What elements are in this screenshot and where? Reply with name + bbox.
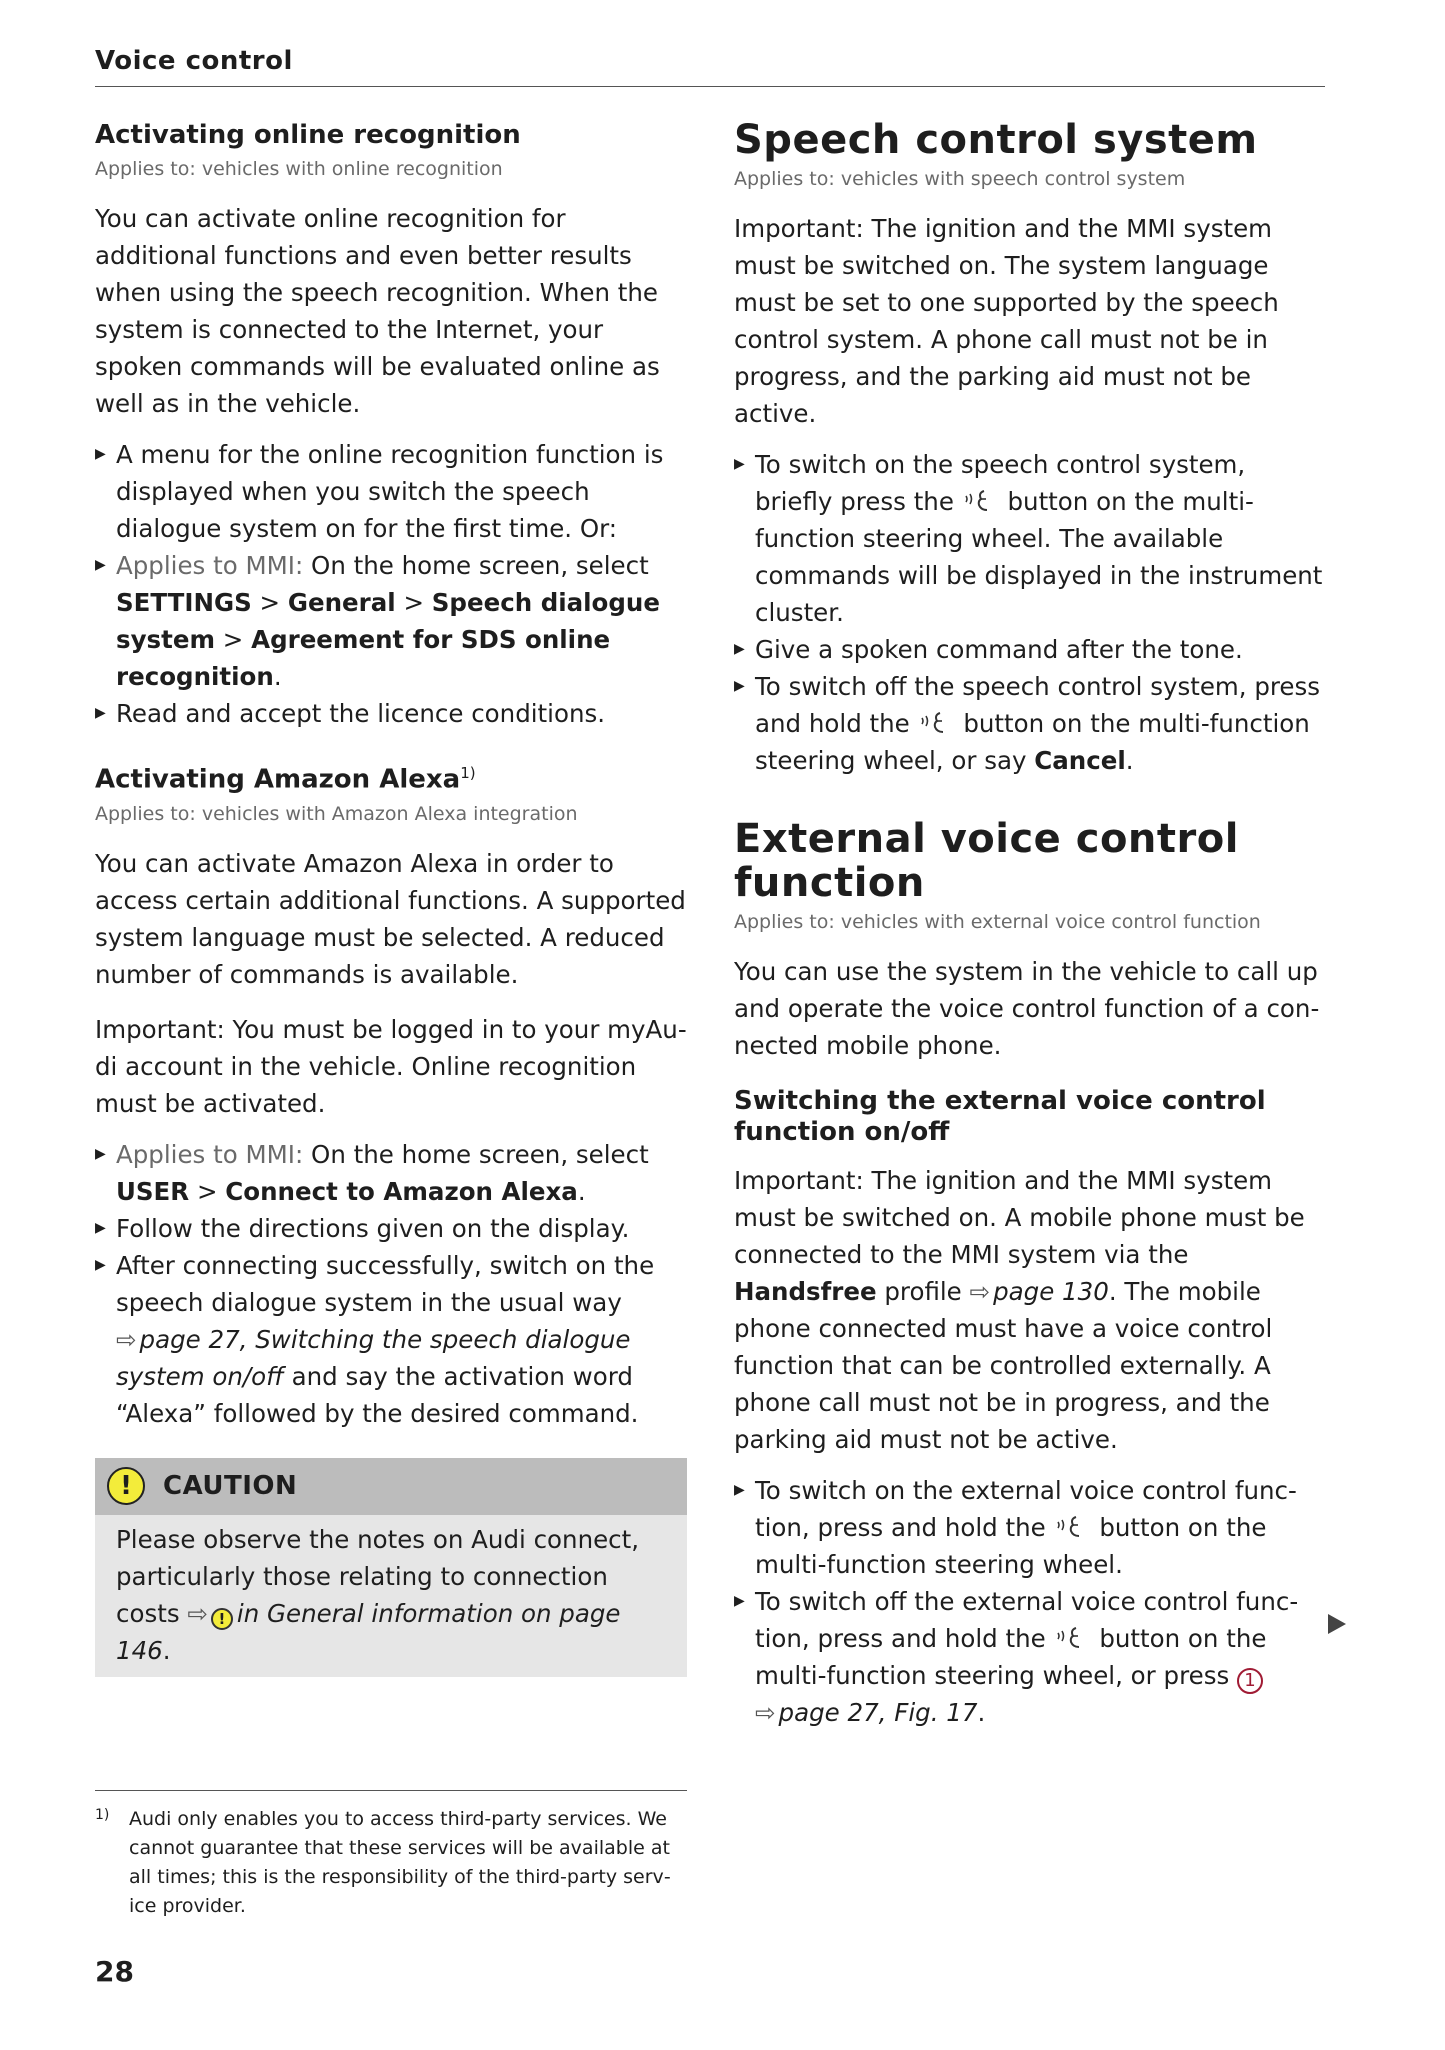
cross-reference-arrow-icon: ⇨ [969, 1277, 991, 1306]
caution-box [95, 1458, 687, 1677]
list-item: ▶ Give a spoken command after the tone. [734, 631, 1326, 668]
online-intro: You can activate online recognition for additional functions and even better results when using the speech recognition. When the system is connected to the Internet, your spoken commands will be evaluated online as well as in the vehicle. [95, 204, 660, 418]
right-column [734, 118, 1326, 1731]
caution-label: CAUTION [163, 1471, 298, 1502]
cross-reference-arrow-icon: ⇨ [755, 1698, 776, 1727]
list-item: ▶ Read and accept the licence conditions. [95, 695, 687, 732]
footnote [95, 1805, 687, 1921]
alexa-applies: Applies to: vehicles with Amazon Alexa integration [95, 802, 578, 825]
speech-steps [734, 446, 1326, 779]
online-applies: Applies to: vehicles with online recognition [95, 158, 503, 180]
chapter-title: Voice control [95, 46, 293, 76]
continue-arrow-icon [1328, 1614, 1346, 1634]
list-item: ▶ After connecting successfully, switch on the speech dialogue system in the usual way ⇨ page 27, Switching the speech dialogue system on/off and say the activation word “Alexa” followed by the desired command. [95, 1247, 687, 1432]
list-item: ▶ Applies to MMI: On the home screen, select USER > Connect to Amazon Alexa. [95, 1136, 687, 1210]
triangle-bullet-icon: ▶ [95, 1219, 106, 1236]
list-item: ▶ Follow the directions given on the display. [95, 1210, 687, 1247]
list-item: ▶ To switch off the external voice control function, press and hold the button on the multi-function steering wheel, or press 1 ⇨ page 27, Fig. 17. [734, 1583, 1326, 1731]
left-column [95, 118, 687, 1677]
online-steps [95, 436, 687, 732]
list-item: ▶ A menu for the online recognition function is displayed when you switch the speech dialogue system on for the first time. Or: [95, 436, 687, 547]
triangle-bullet-icon: ▶ [734, 1593, 745, 1609]
page-reference-link[interactable]: page 27, Switching the speech dialogue system on/off [116, 1324, 631, 1391]
page-header [95, 46, 1325, 87]
footnote-marker: 1) [95, 1807, 110, 1823]
triangle-bullet-icon: ▶ [734, 641, 745, 657]
cross-reference-arrow-icon: ⇨ [116, 1324, 137, 1354]
alexa-steps [95, 1136, 687, 1432]
external-intro: You can use the system in the vehicle to call up and operate the voice control function of a connected mobile phone. [734, 957, 1320, 1060]
online-recognition-heading: Activating online recognition [95, 120, 521, 150]
list-item: ▶ To switch on the external voice control function, press and hold the button on the multi-function steering wheel. [734, 1472, 1326, 1583]
cancel-command: Cancel [1034, 746, 1126, 775]
voice-control-button-icon [1054, 1514, 1092, 1540]
voice-control-button-icon [918, 710, 956, 736]
menu-path-settings: SETTINGS [116, 588, 252, 617]
external-applies: Applies to: vehicles with external voice control function [734, 911, 1261, 933]
alexa-intro: You can activate Amazon Alexa in order to access certain additional functions. A supported system language must be selected. A reduced number of commands is available. [95, 848, 686, 989]
page-number: 28 [95, 1955, 134, 1988]
list-item: ▶ To switch off the speech control system, press and hold the button on the multi-function steering wheel, or say Cancel. [734, 668, 1326, 779]
alexa-important: Important: You must be logged in to your myAudi account in the vehicle. Online recognition must be activated. [95, 1014, 687, 1118]
external-important: Important: The ignition and the MMI system must be switched on. A mobile phone must be connected to the MMI system via the Handsfree profile ⇨ page 130. The mobile phone connected must have a voice control function that can be controlled externally. A phone call must not be in progress, and the parking aid must not be active. [734, 1166, 1305, 1454]
menu-path-general: General [287, 588, 396, 617]
external-steps [734, 1472, 1326, 1731]
callout-number-badge: 1 [1237, 1668, 1263, 1694]
caution-small-icon: ! [211, 1608, 233, 1630]
triangle-bullet-icon: ▶ [734, 678, 745, 694]
triangle-bullet-icon: ▶ [95, 705, 106, 721]
speech-important: Important: The ignition and the MMI system must be switched on. The system language must be set to one supported by the speech control system. A phone call must not be in progress, and the parking aid must not be active. [734, 214, 1279, 428]
triangle-bullet-icon: ▶ [95, 557, 106, 573]
footnote-ref[interactable]: 1) [460, 764, 476, 782]
voice-control-button-icon [962, 488, 1000, 514]
header-rule [95, 86, 1325, 87]
caution-icon: ! [107, 1467, 145, 1505]
page-reference-link[interactable]: in General information on page 146 [116, 1598, 621, 1665]
menu-path-sds-agreement: Agreement for SDS online recognition [116, 625, 611, 691]
triangle-bullet-icon: ▶ [734, 456, 745, 472]
page-reference-link[interactable]: page 27, Fig. 17 [778, 1698, 978, 1727]
caution-header [95, 1458, 687, 1515]
menu-path-user: USER [116, 1176, 190, 1206]
list-item: ▶ Applies to MMI: On the home screen, select SETTINGS > General > Speech dialogue system > Agreement for SDS online recognition. [95, 547, 687, 695]
page-reference-link[interactable]: page 130 [993, 1277, 1109, 1306]
caution-text: Please observe the notes on Audi connect, particularly those relating to connection costs ⇨ ! in General information on page 146. [116, 1524, 640, 1665]
external-subheading: Switching the external voice control function on/off [734, 1086, 1266, 1147]
alexa-heading: Activating Amazon Alexa$^{1)}$ [95, 764, 476, 795]
menu-path-connect-alexa: Connect to Amazon Alexa [225, 1176, 578, 1206]
footnote-text: Audi only enables you to access third-party services. We cannot guarantee that these services will be available at all times; this is the responsibility of the third-party service provider. [129, 1808, 671, 1917]
handsfree-profile: Handsfree [734, 1277, 877, 1306]
cross-reference-arrow-icon: ⇨ [187, 1598, 208, 1628]
voice-control-button-icon [1054, 1625, 1092, 1651]
triangle-bullet-icon: ▶ [95, 1256, 106, 1273]
list-item: ▶ To switch on the speech control system, briefly press the button on the multi-function steering wheel. The available commands will be displayed in the instrument cluster. [734, 446, 1326, 631]
speech-applies: Applies to: vehicles with speech control system [734, 168, 1186, 190]
footnote-rule [95, 1790, 687, 1791]
triangle-bullet-icon: ▶ [95, 1145, 106, 1162]
triangle-bullet-icon: ▶ [734, 1482, 745, 1498]
external-voice-heading: External voice control function [734, 816, 1239, 906]
triangle-bullet-icon: ▶ [95, 446, 106, 462]
footnote-area [95, 1790, 687, 1921]
speech-control-heading: Speech control system [734, 117, 1258, 163]
menu-path-speech-dialogue: Speech dialogue system [116, 588, 660, 654]
